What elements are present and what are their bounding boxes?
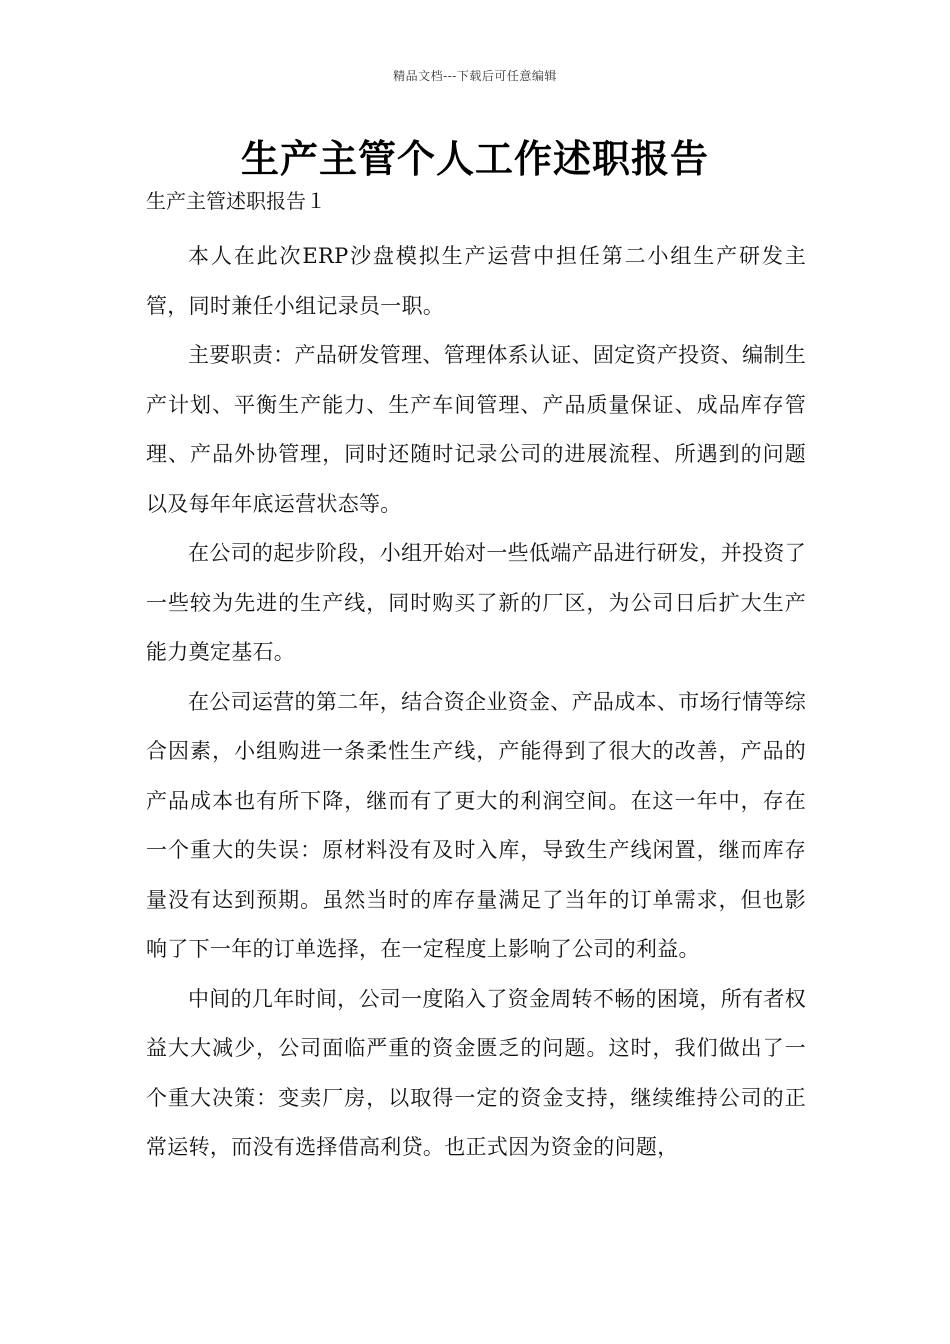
paragraph-3: 在公司的起步阶段，小组开始对一些低端产品进行研发，并投资了一些较为先进的生产线，同时购买了新的厂区，为公司日后扩大生产能力奠定基石。 <box>146 541 806 664</box>
paragraph-5: 中间的几年时间，公司一度陷入了资金周转不畅的困境，所有者权益大大减少，公司面临严重的资金匮乏的问题。这时，我们做出了一个重大决策：变卖厂房，以取得一定的资金支持，继续维持公司的正常运转，而没有选择借高利贷。也正式因为资金的问题， <box>146 986 806 1159</box>
paragraph-4: 在公司运营的第二年，结合资企业资金、产品成本、市场行情等综合因素，小组购进一条柔性生产线，产能得到了很大的改善，产品的产品成本也有所下降，继而有了更大的利润空间。在这一年中，存在一个重大的失误：原材料没有及时入库，导致生产线闲置，继而库存量没有达到预期。虽然当时的库存量满足了当年的订单需求，但也影响了下一年的订单选择，在一定程度上影响了公司的利益。 <box>146 689 806 961</box>
header-note: 精品文档---下载后可任意编辑 <box>393 69 557 83</box>
paragraph-1: 本人在此次ERP沙盘模拟生产运营中担任第二小组生产研发主管，同时兼任小组记录员一职。 <box>146 244 806 318</box>
document-body <box>146 232 806 1173</box>
document-title: 生产主管个人工作述职报告 <box>240 136 709 181</box>
section-subheading: 生产主管述职报告１ <box>146 189 326 213</box>
paragraph-2: 主要职责：产品研发管理、管理体系认证、固定资产投资、编制生产计划、平衡生产能力、生产车间管理、产品质量保证、成品库存管理、产品外协管理，同时还随时记录公司的进展流程、所遇到的问题以及每年年底运营状态等。 <box>146 343 806 516</box>
